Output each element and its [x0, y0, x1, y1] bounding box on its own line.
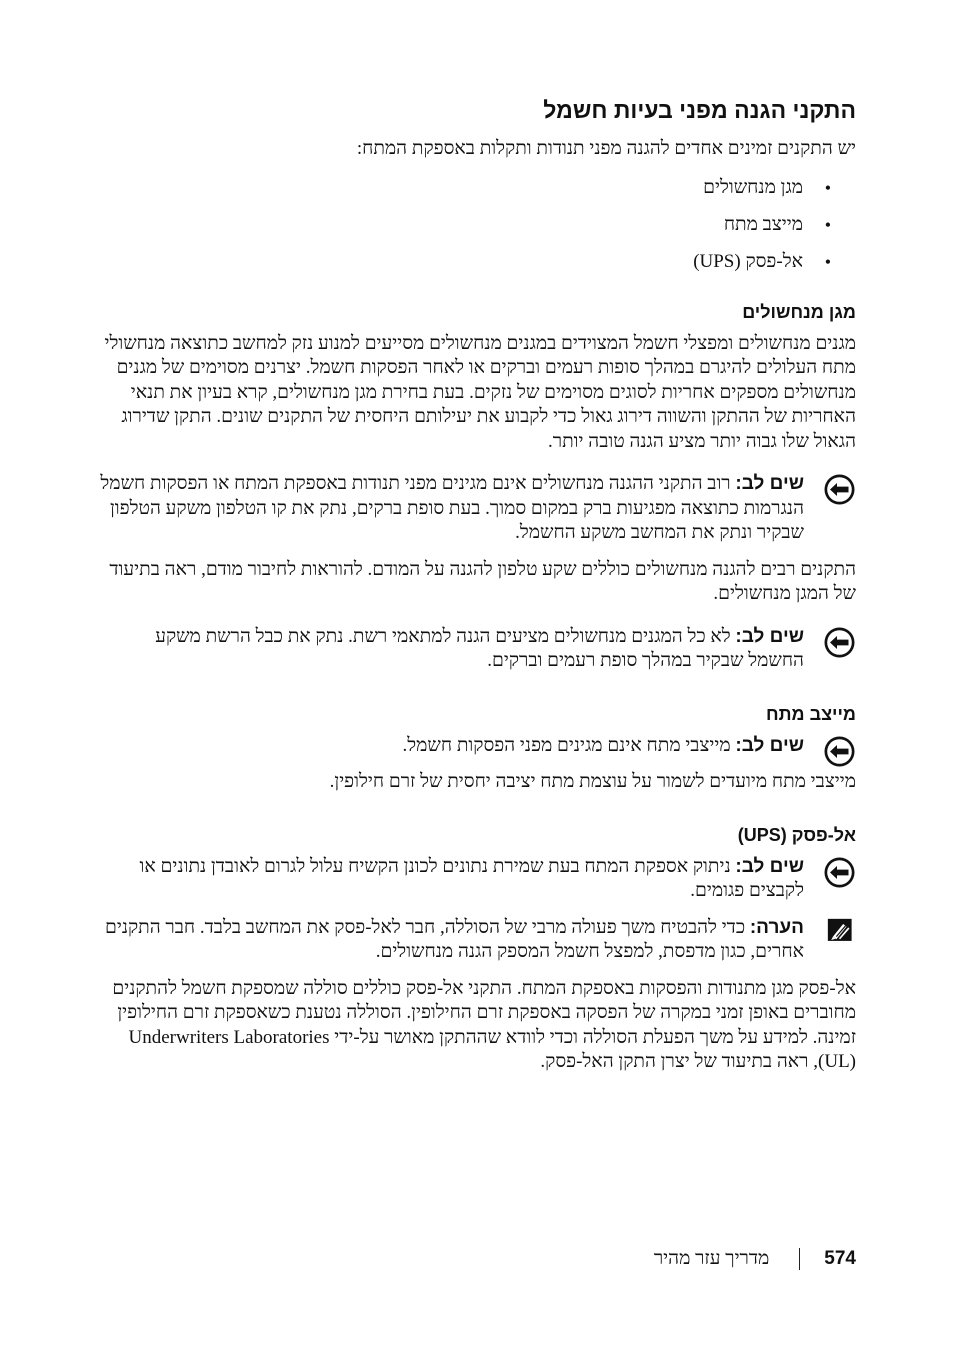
- note-pencil-icon: [826, 918, 856, 946]
- notice-text: ניתוק אספקת המתח בעת שמירת נתונים לכונן הקשיח עלול לגרום לאובדן נתונים או לקבצים פגומים.: [139, 855, 804, 901]
- note-text: כדי להבטיח משך פעולה מרבי של הסוללה, חבר לאל-פסק את המחשב בלבד. חבר התקנים אחרים, כגון מדפסת, למפצל חשמל המספק הגנה מנחשולים.: [104, 916, 804, 962]
- ups-paragraph: [96, 977, 856, 1075]
- notice-icon: [823, 856, 856, 889]
- ups-paragraph-ul: Underwriters Laboratories (UL): [128, 1026, 856, 1072]
- page-number: 574: [824, 1248, 856, 1269]
- page-title: התקני הגנה מפני בעיות חשמל: [543, 97, 856, 123]
- notice-surge-network: [96, 625, 856, 674]
- list-item: • מייצב מתח: [96, 213, 831, 237]
- surge-modem-paragraph: התקנים רבים להגנה מנחשולים כוללים שקע טלפון להגנה על המודם. להוראות לחיבור מודם, ראה בתיעוד של המגן מנחשולים.: [109, 558, 856, 604]
- footer-title: מדריך עזר מהיר: [653, 1248, 770, 1269]
- notice-label: שים לב:: [735, 734, 804, 756]
- notice-label: שים לב:: [735, 473, 804, 494]
- surge-paragraph: מגנים מנחשולים ומפצלי חשמל המצוידים במגנים מנחשולים מסייעים למנוע נזק למחשב כתוצאה מנחשולי מתח העלולים להיגרם במהלך סופות רעמים וברקים או לאחר הפסקות חשמל. יצרנים מסוימים של מגנים מנחשולים מספקים אחריות לסוגים מסוימים של נזקים. בעת בחירת מגן מנחשולים, קרא בעיון את תנאי האחריות של ההתקן והשווה דירוג גאול כדי לקבוע את יעילותם היחסית של התקנים שונים. התקן שדירוג הגאול שלו גבוה יותר מציע הגנה טובה יותר.: [104, 332, 856, 452]
- notice-label: שים לב:: [735, 855, 804, 877]
- regulator-paragraph: מייצבי מתח מיועדים לשמור על עוצמת מתח יציבה יחסית של זרם חילופין.: [329, 771, 856, 792]
- notice-ups: [96, 855, 856, 904]
- notice-icon: [823, 735, 856, 768]
- page-footer: [654, 1247, 856, 1271]
- notice-regulator: [96, 734, 856, 759]
- section-title-ups: אל-פסק (UPS): [737, 824, 856, 845]
- section-title-regulator: מייצב מתח: [765, 703, 856, 724]
- ups-paragraph-part-a: אל-פסק מגן מתנודות והפסקות באספקת המתח. התקני אל-פסק כוללים סוללה שמספקת חשמל להתקנים מחוברים באופן זמני במקרה של הפסקה באספקת זרם החילופין. הסוללה נטענת כשאספקת זרם החילופין זמינה. למידע על משך הפעלת הסוללה וכדי לוודא שההתקן מאושר על-ידי: [112, 977, 856, 1048]
- note-ups-battery: [96, 916, 856, 965]
- notice-text: מייצבי מתח אינם מגינים מפני הפסקות חשמל.: [402, 734, 736, 756]
- notice-icon: [823, 473, 856, 506]
- list-item: • אל-פסק (UPS): [96, 250, 831, 274]
- notice-surge-lightning: [96, 472, 856, 546]
- section-title-surge: מגן מנחשולים: [742, 301, 856, 322]
- notice-text: לא כל המגנים מנחשולים מציעים הגנה למתאמי רשת. נתק את כבל הרשת משקע החשמל שבקיר במהלך סופת רעמים וברקים.: [155, 625, 804, 671]
- page-content: [96, 95, 856, 1087]
- notice-text: רוב התקני ההגנה מנחשולים אינם מגינים מפני תנודות באספקת המתח או הפסקות חשמל הנגרמות כתוצאה מפגיעות ברק במקום סמוך. בעת סופת ברקים, נתק את קו הטלפון משקע הטלפון שבקיר ונתק את המחשב משקע החשמל.: [100, 473, 804, 543]
- note-label: הערה:: [749, 916, 804, 938]
- footer-divider: [799, 1248, 800, 1270]
- notice-icon: [823, 626, 856, 659]
- protection-device-list: [96, 176, 856, 274]
- notice-label: שים לב:: [735, 625, 804, 647]
- intro-paragraph: יש התקנים זמינים אחדים להגנה מפני תנודות ותקלות באספקת המתח:: [356, 138, 856, 159]
- list-item: • מגן מנחשולים: [96, 176, 831, 200]
- ups-paragraph-part-b: , ראה בתיעוד של יצרן התקן האל-פסק.: [540, 1051, 819, 1072]
